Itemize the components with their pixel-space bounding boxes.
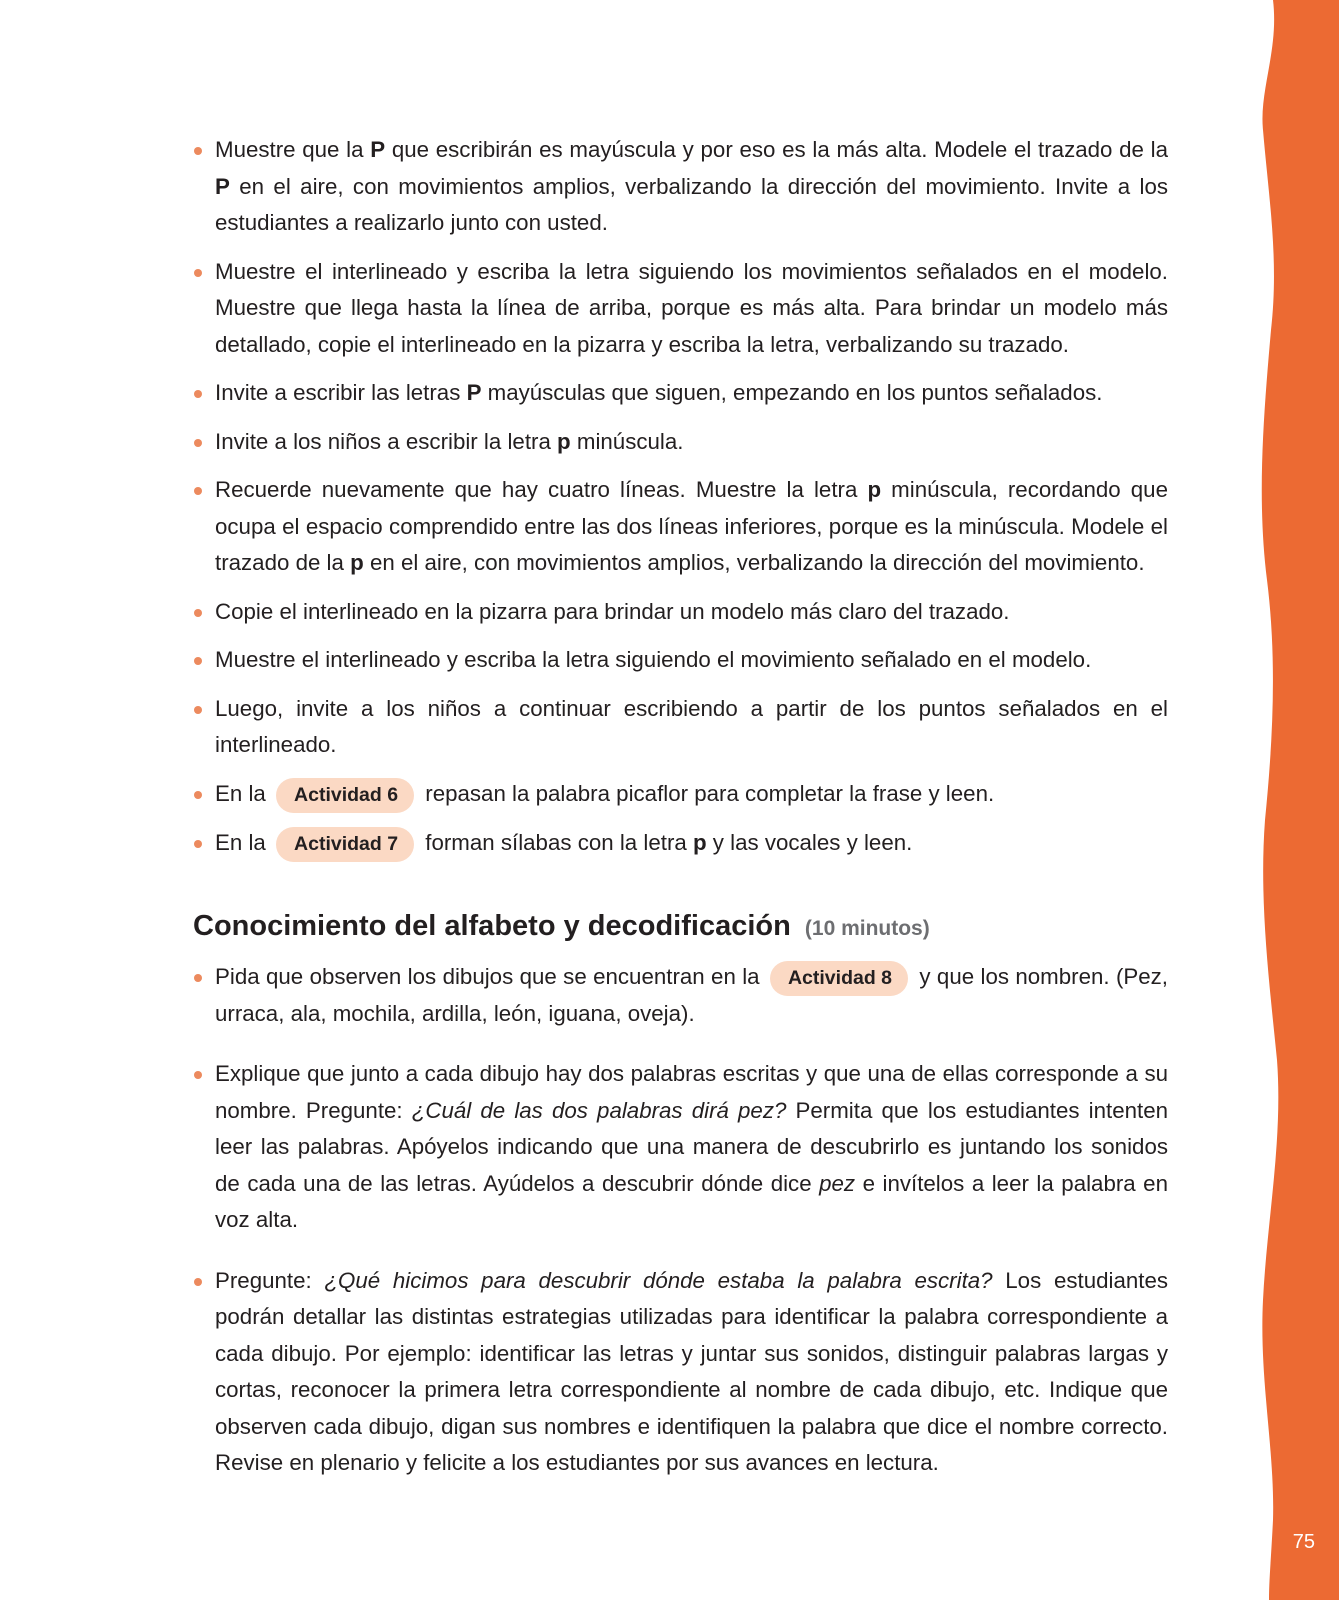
bold-letter: P [215,173,230,199]
text-segment: Pregunte: [215,1267,325,1293]
italic-text: pez [819,1170,856,1196]
text-segment: Invite a los niños a escribir la letra [215,428,558,454]
instruction-list [193,132,1168,862]
list-item [193,642,1168,679]
list-item [193,825,1168,862]
text-segment: que escribirán es mayúscula y por eso es la más alta. Modele el trazado de la [385,137,1169,162]
activity-badge: Actividad 7 [276,827,414,862]
text-segment: y que los nombren. (Pez, urraca, ala, mochila, ardilla, león, iguana, oveja). [215,963,1168,1026]
text-segment: Muestre el interlineado y escriba la letra siguiendo el movimiento señalado en el modelo. [215,647,1092,672]
list-item [193,472,1168,582]
bold-letter: P [370,137,386,162]
text-segment: Explique que junto a cada dibujo hay dos palabras escritas y que una de ellas corresponde a su nombre. Pregunte: [215,1061,1168,1123]
bold-letter: p [692,829,707,855]
text-segment: En la [215,780,273,806]
bold-letter: p [557,428,571,454]
italic-text: ¿Qué hicimos para descubrir dónde estaba la palabra escrita? [324,1267,993,1293]
list-item [193,691,1168,764]
text-segment: en el aire, con movimientos amplios, verbalizando la dirección del movimiento. Invite a los estudiantes a realizarlo junto con usted. [215,173,1168,235]
list-item [193,254,1168,364]
page-number: 75 [1292,1531,1315,1553]
text-segment: e invítelos a leer la palabra en voz alta. [215,1170,1168,1232]
list-item [193,375,1168,412]
page-content [193,132,1168,1506]
section-title: Conocimiento del alfabeto y decodificación [193,909,791,942]
text-segment: repasan la palabra picaflor para completar la frase y leen. [419,780,995,806]
side-band [1249,0,1339,1600]
text-segment: en el aire, con movimientos amplios, verbalizando la dirección del movimiento. [363,550,1145,575]
text-segment: minúscula, recordando que ocupa el espacio comprendido entre las dos líneas inferiores, porque es la minúscula. Modele el trazado de la [215,477,1168,575]
list-item [193,132,1168,242]
text-segment: forman sílabas con la letra [419,829,693,855]
list-item [193,594,1168,631]
text-segment: Los estudiantes podrán detallar las distintas estrategias utilizadas para identificar la palabra correspondiente a cada dibujo. Por ejemplo: identificar las letras y juntar sus sonidos, distinguir palabras largas y cortas, reconocer la primera letra correspondiente al nombre de cada dibujo, etc. Indique que observen cada dibujo, digan sus nombres e identifiquen la palabra que dice el nombre correcto. Revise en plenario y felicite a los estudiantes por sus avances en lectura. [215,1267,1168,1475]
text-segment: y las vocales y leen. [706,829,913,855]
section-duration: (10 minutos) [804,916,930,940]
bold-letter: p [867,477,882,502]
text-segment: Invite a escribir las letras [215,380,467,405]
italic-text: ¿Cuál de las dos palabras dirá pez? [411,1097,787,1123]
section-heading [193,910,1168,943]
text-segment: mayúsculas que siguen, empezando en los puntos señalados. [481,380,1103,405]
text-segment: Permita que los estudiantes intenten leer las palabras. Apóyelos indicando que una manera de descubrirlo es juntando los sonidos de cada una de las letras. Ayúdelos a descubrir dónde dice [215,1097,1168,1196]
text-segment: En la [215,829,273,855]
text-segment: Copie el interlineado en la pizarra para brindar un modelo más claro del trazado. [215,598,1010,624]
text-segment: Pida que observen los dibujos que se encuentran en la [215,963,766,989]
activity-badge: Actividad 6 [276,778,414,813]
text-segment: Muestre el interlineado y escriba la letra siguiendo los movimientos señalados en el modelo. Muestre que llega hasta la línea de arriba, porque es más alta. Para brindar un modelo más detallado, copie el interlineado en la pizarra y escriba la letra, verbalizando su trazado. [215,258,1168,357]
wavy-side-band-graphic [1249,0,1339,1600]
decoding-list [193,959,1168,1482]
list-item [193,424,1168,461]
bold-letter: P [466,380,482,405]
list-item [193,776,1168,813]
text-segment: minúscula. [570,428,684,454]
list-item [193,1056,1168,1239]
list-item [193,959,1168,1033]
text-segment: Muestre que la [215,137,371,162]
text-segment: Recuerde nuevamente que hay cuatro líneas. Muestre la letra [215,477,868,502]
list-item [193,1263,1168,1482]
text-segment: Luego, invite a los niños a continuar escribiendo a partir de los puntos señalados en el interlineado. [215,695,1168,757]
activity-badge: Actividad 8 [770,961,908,996]
bold-letter: p [350,550,364,575]
